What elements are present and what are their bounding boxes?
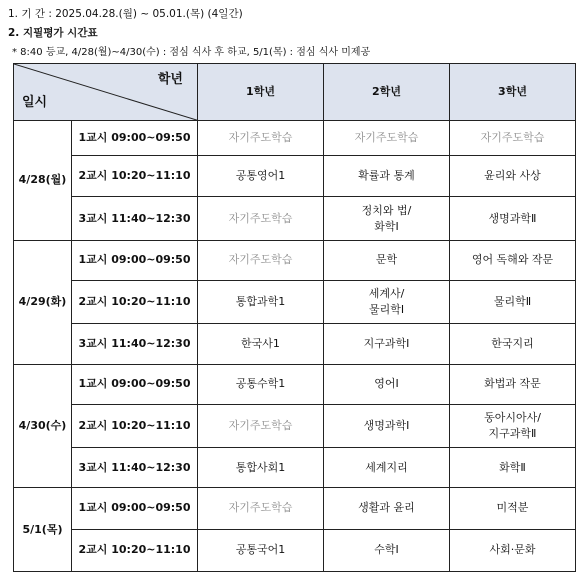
subject-cell-g3: 동아시아사/ 지구과학Ⅱ <box>450 404 576 447</box>
table-row <box>14 404 576 447</box>
subject-cell-g3: 화학Ⅱ <box>450 448 576 488</box>
table-row <box>14 156 576 197</box>
subject-cell-g1: 한국사1 <box>198 324 324 364</box>
subject-cell-g2: 자기주도학습 <box>324 121 450 156</box>
section-title: 2. 지필평가 시간표 <box>8 27 98 39</box>
subject-cell-g3: 윤리와 사상 <box>450 156 576 197</box>
schedule-note: * 8:40 등교, 4/28(월)~4/30(수) : 점심 식사 후 하교, 5/1(목) : 점심 식사 미제공 <box>12 47 371 58</box>
exam-period-line: 1. 기 간 : 2025.04.28.(월) ~ 05.01.(목) (4일간) <box>8 8 243 20</box>
period-cell: 1교시 09:00~09:50 <box>72 121 198 156</box>
exam-schedule-table <box>13 63 576 572</box>
corner-header-cell <box>14 64 198 121</box>
subject-cell-g2: 수학Ⅰ <box>324 529 450 571</box>
date-cell: 4/30(수) <box>14 364 72 488</box>
subject-cell-g1: 공통수학1 <box>198 364 324 404</box>
subject-cell-g1: 통합과학1 <box>198 280 324 323</box>
subject-cell-g2: 문학 <box>324 240 450 280</box>
table-row <box>14 529 576 571</box>
grade-header-2: 2학년 <box>324 64 450 121</box>
subject-cell-g3: 사회·문화 <box>450 529 576 571</box>
datetime-corner-label: 일시 <box>22 95 48 111</box>
subject-cell-g1: 공통영어1 <box>198 156 324 197</box>
subject-cell-g3: 물리학Ⅱ <box>450 280 576 323</box>
date-cell: 4/28(월) <box>14 121 72 241</box>
table-row <box>14 448 576 488</box>
subject-cell-g2: 지구과학Ⅰ <box>324 324 450 364</box>
period-cell: 2교시 10:20~11:10 <box>72 404 198 447</box>
table-row <box>14 324 576 364</box>
period-cell: 2교시 10:20~11:10 <box>72 280 198 323</box>
subject-cell-g2: 생명과학Ⅰ <box>324 404 450 447</box>
subject-cell-g3: 생명과학Ⅱ <box>450 197 576 240</box>
period-cell: 2교시 10:20~11:10 <box>72 156 198 197</box>
subject-cell-g1: 자기주도학습 <box>198 240 324 280</box>
subject-cell-g3: 자기주도학습 <box>450 121 576 156</box>
date-cell: 4/29(화) <box>14 240 72 364</box>
period-cell: 3교시 11:40~12:30 <box>72 197 198 240</box>
subject-cell-g2: 세계사/ 물리학Ⅰ <box>324 280 450 323</box>
table-row <box>14 121 576 156</box>
subject-cell-g1: 자기주도학습 <box>198 121 324 156</box>
subject-cell-g2: 정치와 법/ 화학Ⅰ <box>324 197 450 240</box>
period-cell: 1교시 09:00~09:50 <box>72 364 198 404</box>
subject-cell-g2: 영어Ⅰ <box>324 364 450 404</box>
period-cell: 3교시 11:40~12:30 <box>72 324 198 364</box>
date-cell: 5/1(목) <box>14 488 72 572</box>
period-cell: 3교시 11:40~12:30 <box>72 448 198 488</box>
period-cell: 1교시 09:00~09:50 <box>72 488 198 529</box>
table-row <box>14 488 576 529</box>
grade-header-3: 3학년 <box>450 64 576 121</box>
subject-cell-g1: 자기주도학습 <box>198 488 324 529</box>
period-cell: 2교시 10:20~11:10 <box>72 529 198 571</box>
subject-cell-g3: 영어 독해와 작문 <box>450 240 576 280</box>
subject-cell-g3: 미적분 <box>450 488 576 529</box>
subject-cell-g3: 화법과 작문 <box>450 364 576 404</box>
table-row <box>14 280 576 323</box>
subject-cell-g1: 공통국어1 <box>198 529 324 571</box>
subject-cell-g1: 통합사회1 <box>198 448 324 488</box>
header-row <box>14 64 576 121</box>
subject-cell-g2: 확률과 통계 <box>324 156 450 197</box>
grade-corner-label: 학년 <box>157 72 183 87</box>
table-row <box>14 240 576 280</box>
grade-header-1: 1학년 <box>198 64 324 121</box>
subject-cell-g3: 한국지리 <box>450 324 576 364</box>
table-row <box>14 364 576 404</box>
period-cell: 1교시 09:00~09:50 <box>72 240 198 280</box>
subject-cell-g1: 자기주도학습 <box>198 404 324 447</box>
table-row <box>14 197 576 240</box>
subject-cell-g2: 세계지리 <box>324 448 450 488</box>
subject-cell-g1: 자기주도학습 <box>198 197 324 240</box>
subject-cell-g2: 생활과 윤리 <box>324 488 450 529</box>
